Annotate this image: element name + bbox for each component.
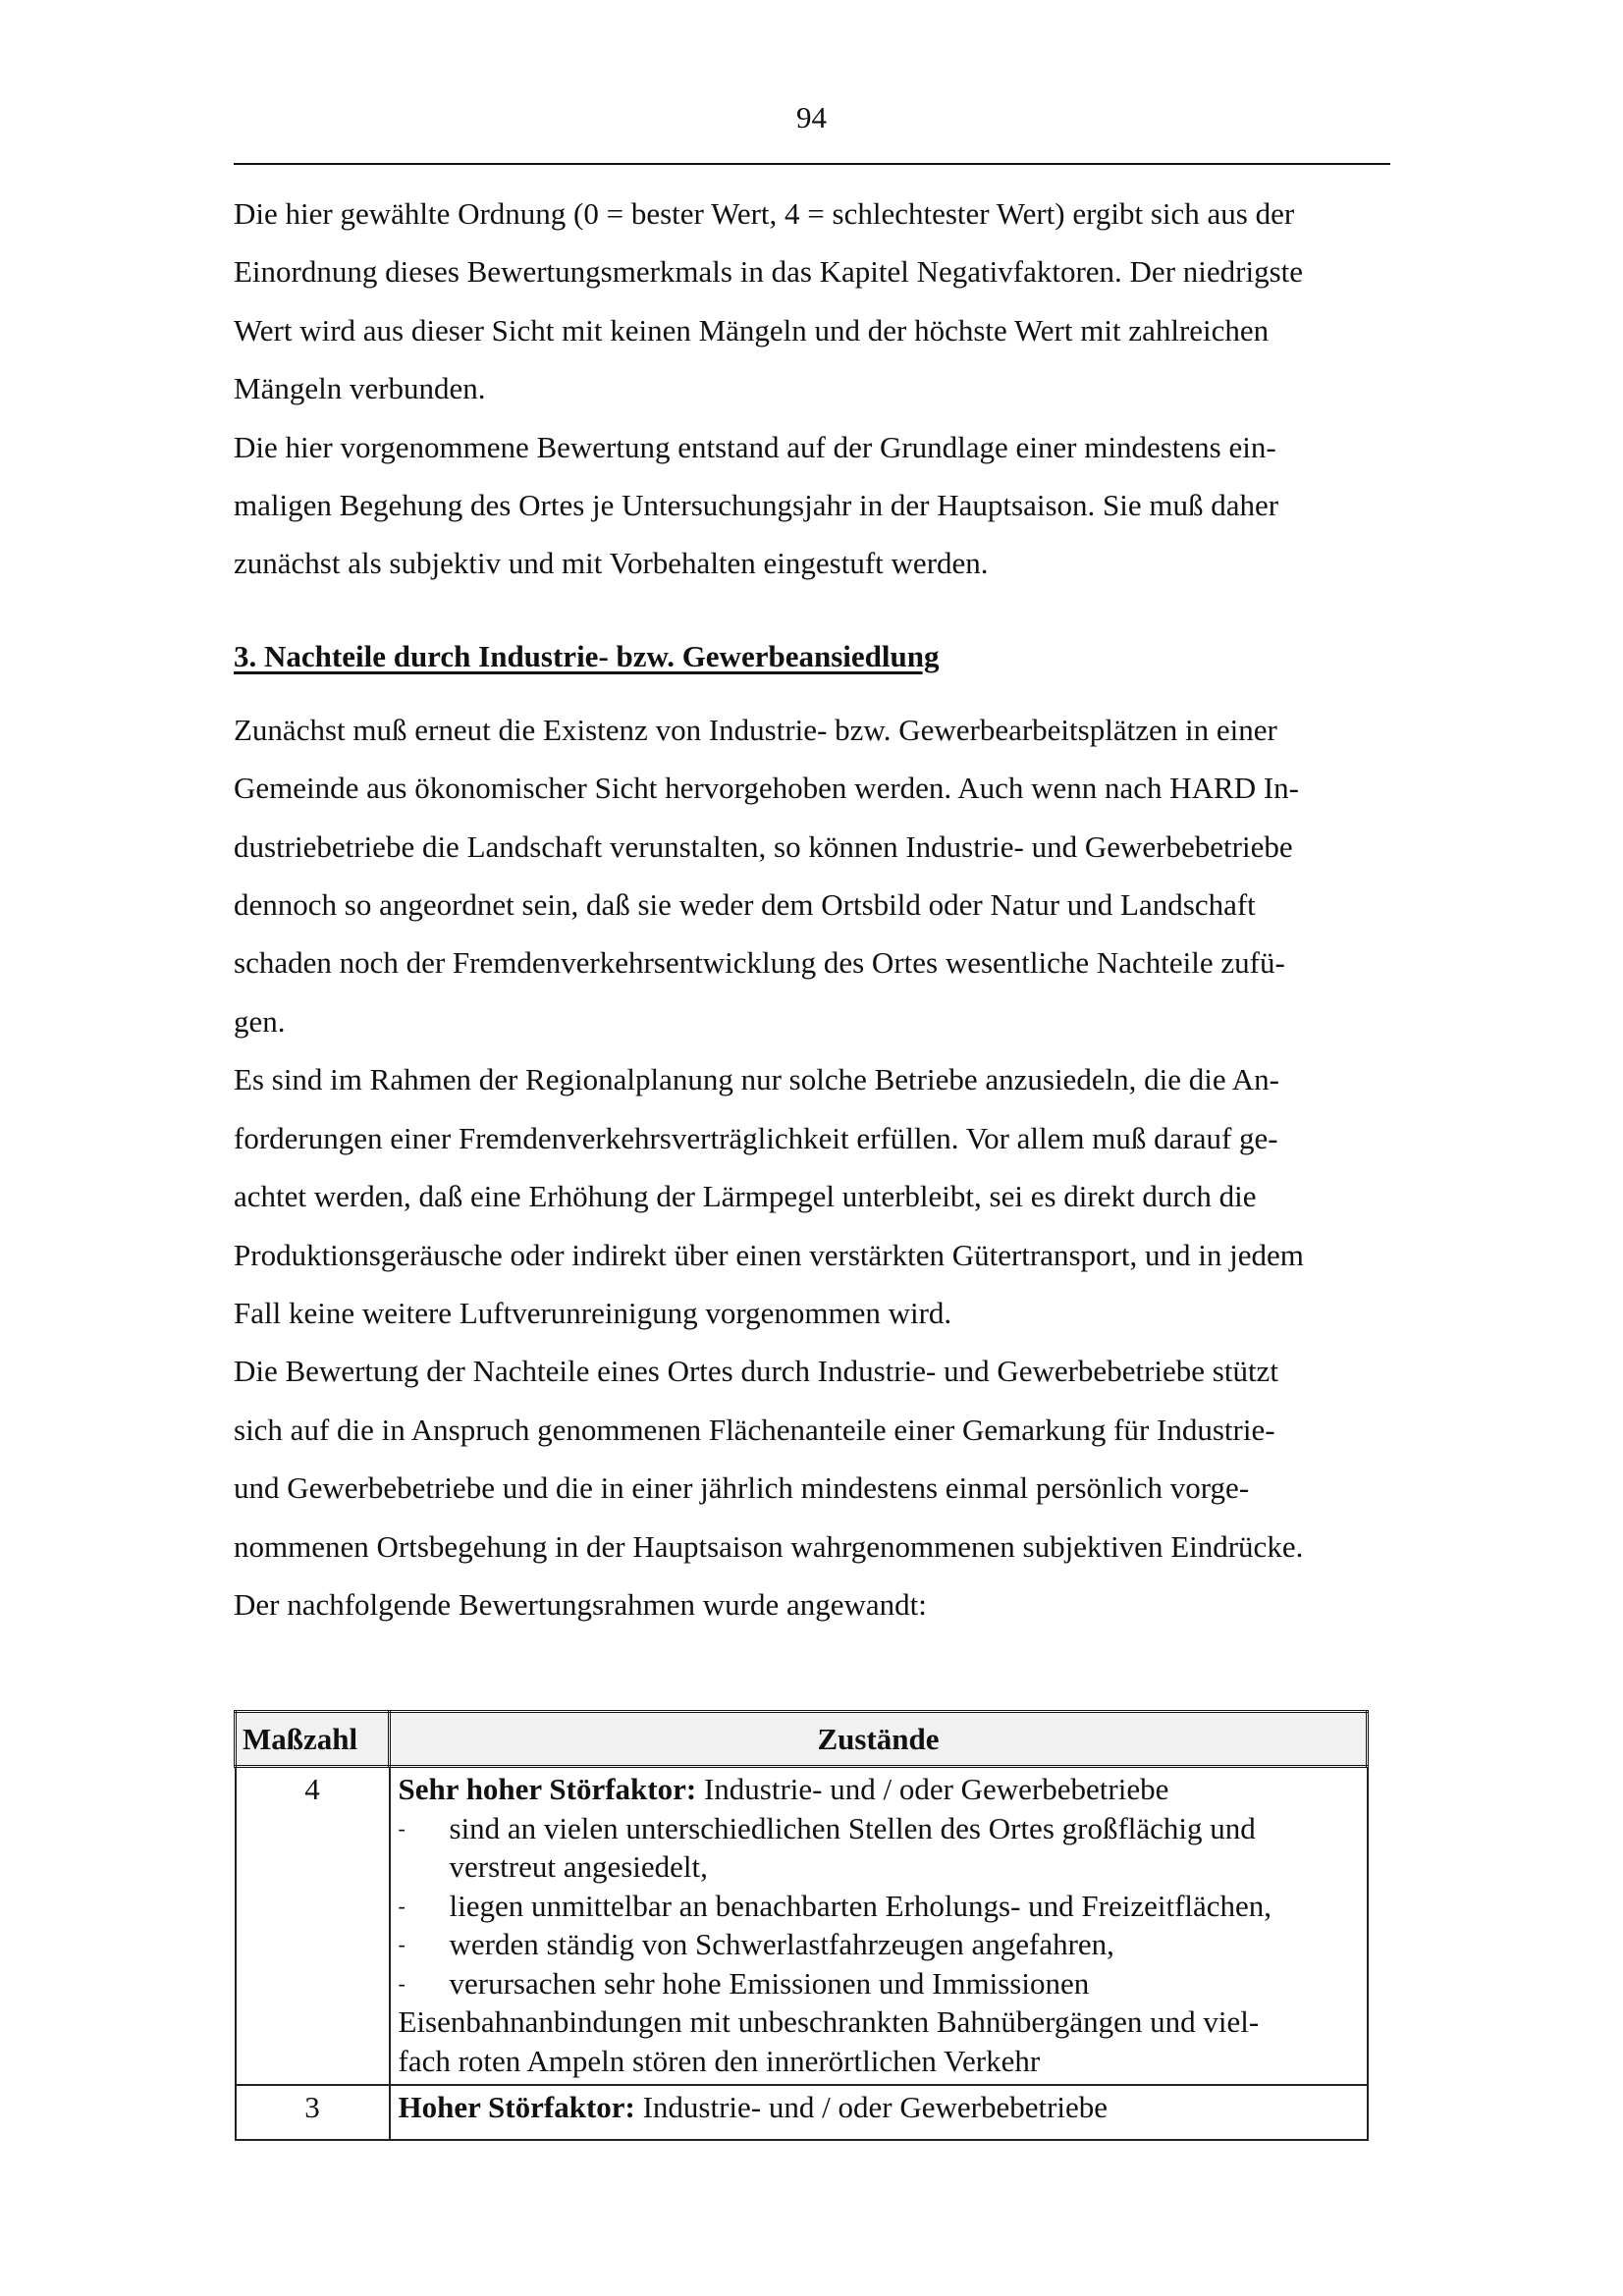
text-line: und Gewerbebetriebe und die in einer jährlich mindestens einmal persönlich vorge- xyxy=(234,1470,1250,1506)
rating-title-rest: Industrie- und / oder Gewerbebetriebe xyxy=(634,2090,1109,2124)
text-line: dustriebetriebe die Landschaft verunstalten, so können Industrie- und Gewerbebetriebe xyxy=(234,828,1293,864)
spacer xyxy=(234,593,1392,637)
rating-title-line xyxy=(399,1770,1359,1809)
text-line: Mängeln verbunden. xyxy=(234,371,486,406)
text-line: Die Bewertung der Nachteile eines Ortes durch Industrie- und Gewerbebetriebe stützt xyxy=(234,1354,1278,1389)
list-item-text: werden ständig von Schwerlastfahrzeugen angefahren, xyxy=(449,1927,1114,1961)
text-line: fach roten Ampeln stören den innerörtlichen Verkehr xyxy=(398,2043,1041,2078)
text-line: achtet werden, daß eine Erhöhung der Lärmpegel unterbleibt, sei es direkt durch die xyxy=(234,1179,1257,1214)
text-line: zunächst als subjektiv und mit Vorbehalten eingestuft werden. xyxy=(234,546,989,581)
rating-table xyxy=(234,1710,1369,2141)
rating-title-line xyxy=(399,2088,1359,2127)
text-line: dennoch so angeordnet sein, daß sie weder dem Ortsbild oder Natur und Landschaft xyxy=(234,887,1256,923)
list-item-text: verursachen sehr hohe Emissionen und Immissionen xyxy=(449,1965,1090,2001)
text-line: Der nachfolgende Bewertungsrahmen wurde angewandt: xyxy=(234,1586,927,1622)
table-header-row xyxy=(236,1712,1368,1767)
paragraph-ordering xyxy=(234,185,1392,418)
list-item-text: sind an vielen unterschiedlichen Stellen des Ortes großflächig und xyxy=(449,1810,1256,1845)
rating-description xyxy=(390,2085,1368,2140)
text-line: Eisenbahnanbindungen mit unbeschrankten Bahnübergängen und viel- xyxy=(398,2004,1260,2039)
list-item xyxy=(399,1887,1359,1926)
text-line: Einordnung dieses Bewertungsmerkmals in das Kapitel Negativfaktoren. Der niedrigste xyxy=(234,254,1304,290)
text-line: gen. xyxy=(234,1003,286,1039)
text-line: Die hier vorgenommene Bewertung entstand auf der Grundlage einer mindestens ein- xyxy=(234,429,1276,464)
rating-title: Sehr hoher Störfaktor: xyxy=(398,1772,697,1806)
dash-bullet: - xyxy=(398,1932,406,1956)
text-line: nommenen Ortsbegehung in der Hauptsaison wahrgenommenen subjektiven Eindrücke. xyxy=(234,1528,1304,1564)
rating-table-container xyxy=(234,1710,1366,2141)
table-row xyxy=(236,1767,1368,2086)
text-line: Produktionsgeräusche oder indirekt über einen verstärkten Gütertransport, und in jedem xyxy=(234,1237,1304,1272)
list-item-continuation: verstreut angesiedelt, xyxy=(449,1849,708,1884)
paragraph-assessment xyxy=(234,418,1392,593)
list-item xyxy=(399,1809,1359,1848)
text-line: Fall keine weitere Luftverunreinigung vorgenommen wird. xyxy=(234,1295,952,1330)
header-rule xyxy=(234,163,1390,165)
text-line: Gemeinde aus ökonomischer Sicht hervorgehoben werden. Auch wenn nach HARD In- xyxy=(234,771,1299,806)
paragraph-economic-view xyxy=(234,701,1392,1050)
rating-value: 4 xyxy=(236,1767,390,2086)
dash-bullet: - xyxy=(398,1970,406,1996)
text-line: maligen Begehung des Ortes je Untersuchungsjahr in der Hauptsaison. Sie muß daher xyxy=(234,488,1279,523)
list-item xyxy=(399,1964,1359,2003)
text-line: forderungen einer Fremdenverkehrsverträglichkeit erfüllen. Vor allem muß darauf ge- xyxy=(234,1120,1278,1155)
column-header-conditions: Zustände xyxy=(390,1712,1368,1767)
list-item-text: liegen unmittelbar an benachbarten Erholungs- und Freizeitflächen, xyxy=(449,1888,1272,1923)
rating-value: 3 xyxy=(236,2085,390,2140)
column-header-value: Maßzahl xyxy=(236,1712,390,1767)
spacer xyxy=(234,676,1392,701)
rating-title: Hoher Störfaktor: xyxy=(398,2090,635,2124)
text-line: Es sind im Rahmen der Regionalplanung nur solche Betriebe anzusiedeln, die die An- xyxy=(234,1062,1279,1097)
paragraph-regional-planning xyxy=(234,1050,1392,1342)
page-number: 94 xyxy=(796,100,827,134)
paragraph-rating-basis xyxy=(234,1342,1392,1633)
rating-description xyxy=(390,1767,1368,2086)
text-line: Wert wird aus dieser Sicht mit keinen Mängeln und der höchste Wert mit zahlreichen xyxy=(234,312,1270,347)
table-row xyxy=(236,2085,1368,2140)
text-line: Zunächst muß erneut die Existenz von Industrie- bzw. Gewerbearbeitsplätzen in einer xyxy=(234,712,1277,747)
rating-title-rest: Industrie- und / oder Gewerbebetriebe xyxy=(696,1772,1169,1806)
page-body xyxy=(234,185,1392,1633)
list-item xyxy=(399,1925,1359,1964)
text-line: sich auf die in Anspruch genommenen Flächenanteile einer Gemarkung für Industrie- xyxy=(234,1412,1275,1447)
dash-bullet: - xyxy=(398,1893,406,1918)
dash-bullet: - xyxy=(398,1815,406,1841)
text-line: Die hier gewählte Ordnung (0 = bester Wert, 4 = schlechtester Wert) ergibt sich aus der xyxy=(234,196,1295,231)
section-heading: 3. Nachteile durch Industrie- bzw. Gewerbeansiedlung xyxy=(234,638,940,673)
text-line: schaden noch der Fremdenverkehrsentwicklung des Ortes wesentliche Nachteile zufü- xyxy=(234,945,1285,981)
